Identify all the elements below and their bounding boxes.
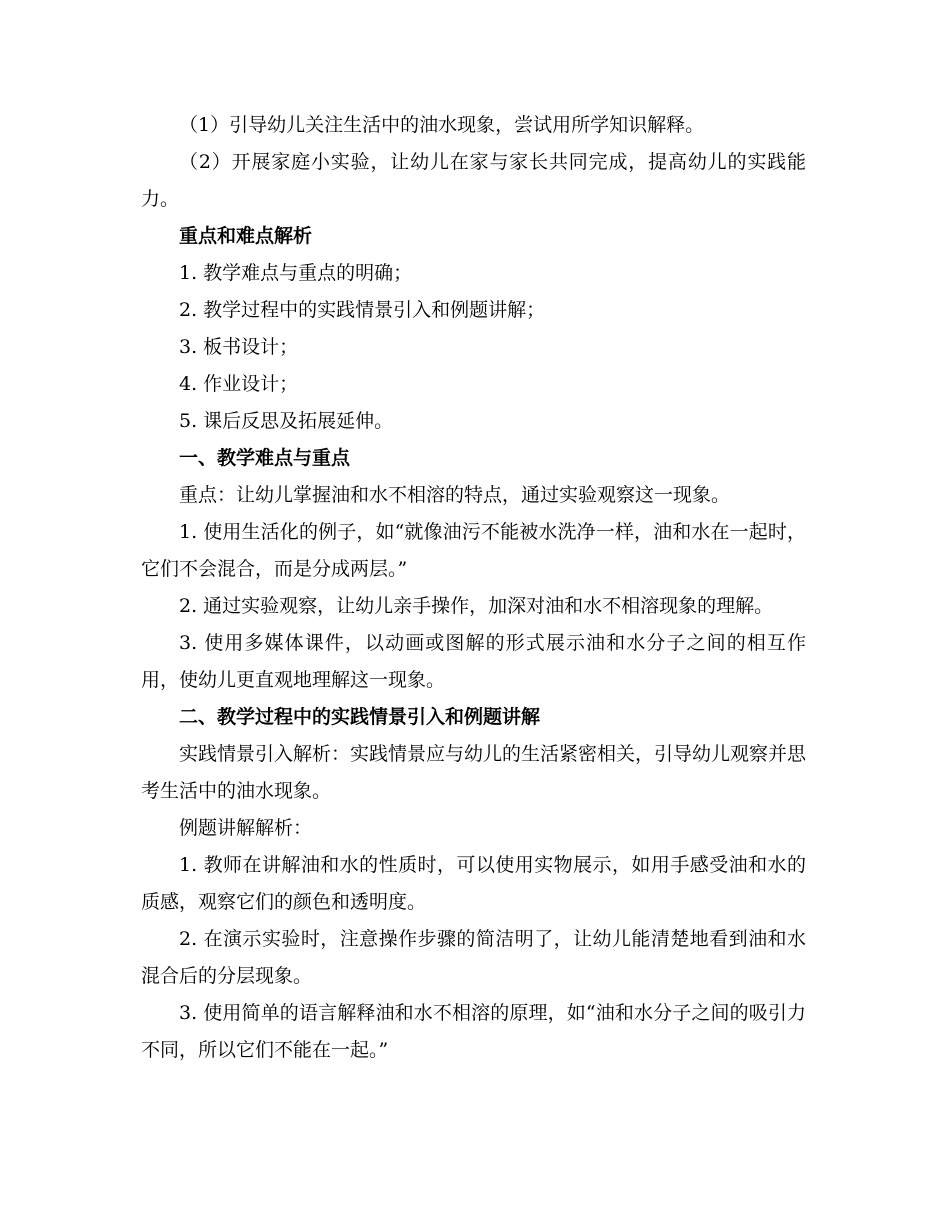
- paragraph-2: （2）开展家庭小实验，让幼儿在家与家长共同完成，提高幼儿的实践能力。: [141, 151, 806, 210]
- section-heading-key-points: 重点和难点解析: [179, 225, 313, 247]
- paragraph-point-3: 3. 使用多媒体课件，以动画或图解的形式展示油和水分子之间的相互作用，使幼儿更直观地理解这一现象。: [141, 632, 806, 691]
- paragraph-example-1: 1. 教师在讲解油和水的性质时，可以使用实物展示，如用手感受油和水的质感，观察它们的颜色和透明度。: [141, 854, 806, 913]
- section-heading-1: 一、教学难点与重点: [179, 447, 351, 469]
- paragraph-1: （1）引导幼儿关注生活中的油水现象，尝试用所学知识解释。: [179, 114, 705, 136]
- paragraph-key-point: 重点：让幼儿掌握油和水不相溶的特点，通过实验观察这一现象。: [179, 484, 731, 506]
- paragraph-point-1: 1. 使用生活化的例子，如“就像油污不能被水洗净一样，油和水在一起时，它们不会混合，而是分成两层。”: [141, 521, 806, 580]
- section-heading-2: 二、教学过程中的实践情景引入和例题讲解: [179, 706, 541, 728]
- paragraph-scenario: 实践情景引入解析：实践情景应与幼儿的生活紧密相关，引导幼儿观察并思考生活中的油水现象。: [141, 743, 807, 802]
- paragraph-point-2: 2. 通过实验观察，让幼儿亲手操作，加深对油和水不相溶现象的理解。: [179, 595, 774, 617]
- paragraph-example-3: 3. 使用简单的语言解释油和水不相溶的原理，如“油和水分子之间的吸引力不同，所以它们不能在一起。”: [141, 1002, 806, 1061]
- paragraph-example-intro: 例题讲解解析：: [179, 817, 313, 839]
- list-item-1: 1. 教学难点与重点的明确；: [179, 262, 413, 284]
- document-body: [141, 107, 806, 1069]
- paragraph-example-2: 2. 在演示实验时，注意操作步骤的简洁明了，让幼儿能清楚地看到油和水混合后的分层现象。: [141, 928, 806, 987]
- list-item-2: 2. 教学过程中的实践情景引入和例题讲解；: [179, 299, 546, 321]
- list-item-5: 5. 课后反思及拓展延伸。: [179, 410, 394, 432]
- list-item-4: 4. 作业设计；: [179, 373, 299, 395]
- list-item-3: 3. 板书设计；: [179, 336, 299, 358]
